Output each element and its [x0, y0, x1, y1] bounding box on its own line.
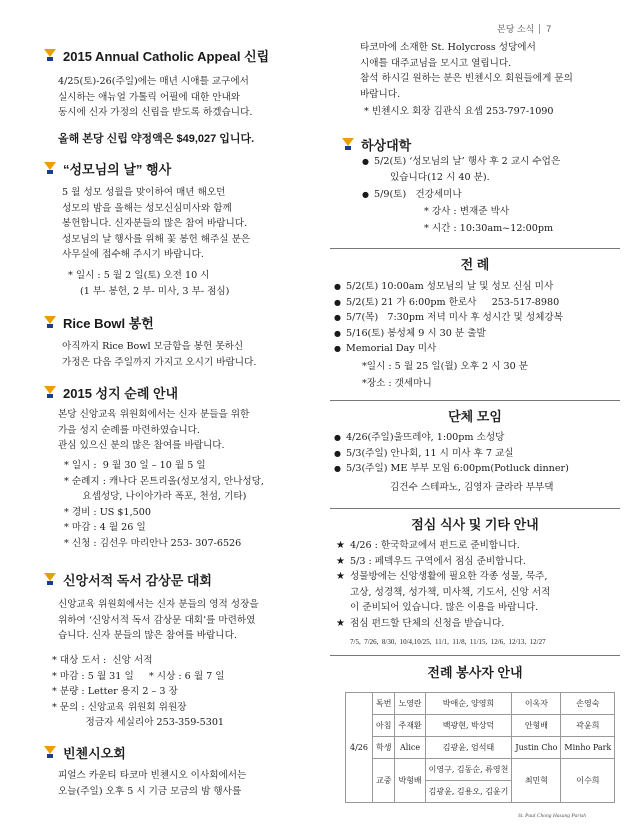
- rice-body: 아직까지 Rice Bowl 모금함을 봉헌 못하신 가정은 다음 주일까지 가지고 오시기 바랍니다.: [62, 341, 257, 368]
- vincent-contact: * 빈첸시오 회장 김관식 요셉 253-797-1090: [364, 106, 554, 117]
- candle-icon: [44, 49, 56, 62]
- group-item: ● 5/3(주일) 안나회, 11 시 미사 후 7 교실: [334, 446, 624, 462]
- pilgrim-title: 2015 성지 순례 안내: [44, 383, 178, 402]
- pilgrim-deadline: * 마감 : 4 월 26 일: [64, 522, 146, 533]
- divider: [330, 655, 620, 656]
- mary-title: “성모님의 날” 행사: [44, 159, 171, 178]
- appeal-target: 올해 본당 신립 약정액은 $49,027 입니다.: [58, 133, 255, 145]
- table-cell: 학생: [373, 737, 395, 759]
- liturgy-item: ● 5/2(토) 10:00am 성모님의 날 및 성모 신심 미사: [334, 279, 624, 295]
- group-item: ● 4/26(주일)울뜨레야, 1:00pm 소성당: [334, 430, 624, 446]
- candle-icon: [44, 386, 56, 399]
- reading-contact-cont: 정금자 세실리아 253-359-5301: [52, 717, 225, 728]
- table-cell: 교중: [373, 759, 395, 803]
- pilgrim-place: * 순례지 : 캐나다 몬트리올(성모성지, 안나성당,: [64, 475, 264, 487]
- reading-details: [52, 653, 314, 731]
- table-cell: 노영란: [395, 693, 425, 715]
- univ-list: [362, 154, 622, 170]
- pilgrim-details: [64, 458, 324, 551]
- univ-lecturer: * 강사 : 변재준 박사: [424, 206, 510, 217]
- table-cell: Justin Cho: [512, 737, 561, 759]
- mary-section: [44, 159, 171, 178]
- liturgy-item: ● 5/2(토) 21 가 6:00pm 한로사 253-517-8980: [334, 295, 624, 311]
- table-cell: 아침: [373, 715, 395, 737]
- lunch-title: 점심 식사 및 기타 안내: [411, 517, 539, 532]
- lunch-list: [336, 538, 626, 631]
- appeal-body: 4/25(토)-26(주일)에는 매년 시애틀 교구에서 실시하는 애뉴얼 가톨릭 어필에 대한 안내와 동시에 신자 가정의 신립을 받도록 하겠습니다.: [58, 76, 253, 118]
- univ-title: 하상대학: [342, 135, 411, 154]
- table-cell: 이옥자: [512, 693, 561, 715]
- reading-contact: * 문의 : 신앙교육 위원회 위원장: [52, 701, 187, 713]
- volunteers-table: [345, 692, 615, 803]
- reading-deadline: * 마감 : 5 월 31 일 * 시상 : 6 월 7 일: [52, 670, 225, 682]
- rice-section: [44, 313, 154, 332]
- lunch-item: ★ 4/26 : 한국학교에서 펀드로 준비합니다.: [336, 538, 626, 554]
- header-section: 본당 소식: [497, 24, 535, 34]
- table-cell: 이수희: [561, 759, 615, 803]
- memorial-date: *일시 : 5 월 25 일(월) 오후 2 시 30 분: [362, 361, 529, 372]
- divider: [330, 508, 620, 509]
- table-cell: 손영숙: [561, 693, 615, 715]
- table-cell: Alice: [395, 737, 425, 759]
- univ-item-1-cont: 있습니다(12 시 40 분).: [390, 172, 490, 183]
- lunch-item: ★ 5/3 : 페덱우드 구역에서 점심 준비합니다.: [336, 554, 626, 570]
- pilgrim-section: [44, 383, 178, 402]
- groups-list: [334, 430, 624, 477]
- liturgy-title: 전 례: [460, 257, 490, 272]
- group-hosts: 김건수 스테파노, 김영자 글라라 부부댁: [390, 482, 554, 493]
- groups-title: 단체 모임: [448, 409, 502, 424]
- table-row: [346, 715, 615, 737]
- vincent-title: 빈첸시오회: [44, 743, 126, 762]
- vincent-body: 피얼스 카운티 타코마 빈첸시오 이사회에서는 오늘(주일) 오후 5 시 기금 모금의 밤 행사를: [58, 770, 247, 797]
- lunch-item: ★ 성물방에는 신앙생활에 필요한 각종 성물, 묵주, 고상, 성경책, 성가책, 미사책, 기도서, 신앙 서적 이 준비되어 있습니다. 많은 이용을 바랍니다.: [336, 569, 626, 616]
- table-cell: 4/26: [346, 693, 373, 803]
- liturgy-list: [334, 279, 624, 357]
- vincent-continued: 타코마에 소재한 St. Holycross 성당에서 시애틀 대주교님을 모시고 열립니다. 참석 하시길 원하는 분은 빈첸시오 회원들에게 문의 바랍니다.: [360, 42, 573, 100]
- table-cell: Minho Park: [561, 737, 615, 759]
- table-row: [346, 737, 615, 759]
- candle-icon: [342, 138, 354, 151]
- group-item: ● 5/3(주일) ME 부부 모임 6:00pm(Potluck dinner): [334, 461, 624, 477]
- divider: [330, 248, 620, 249]
- candle-icon: [44, 746, 56, 759]
- reading-body: 신앙교육 위원회에서는 신자 분들의 영적 성장을 위하여 ‘신앙서적 독서 감상문 대회’를 마련하였 습니다. 신자 분들의 많은 참여를 바랍니다.: [58, 599, 259, 641]
- univ-time: * 시간 : 10:30am~12:00pm: [424, 223, 554, 234]
- page-number: 7: [539, 24, 551, 34]
- table-row: [346, 759, 615, 781]
- table-cell: 김광윤, 엄석태: [425, 737, 512, 759]
- appeal-section: [44, 46, 269, 65]
- table-cell: 이영구, 김동순, 류영천: [425, 759, 512, 781]
- pilgrim-date: * 일시 : 9 월 30 일 – 10 월 5 일: [64, 460, 206, 471]
- candle-icon: [44, 162, 56, 175]
- table-row: [346, 693, 615, 715]
- table-cell: 박애순, 양영희: [425, 693, 512, 715]
- mary-parts: (1 부- 봉헌, 2 부- 미사, 3 부- 점심): [80, 286, 230, 297]
- table-cell: 곽윤희: [561, 715, 615, 737]
- reading-length: * 분량 : Letter 용지 2 – 3 장: [52, 686, 178, 697]
- pilgrim-signup: * 신청 : 김선우 마리안나 253- 307-6526: [64, 537, 242, 549]
- lunch-dates: 7/5, 7/26, 8/30, 10/4,10/25, 11/1, 11/8, 11/15, 12/6, 12/13, 12/27: [350, 638, 546, 646]
- mary-date: * 일시 : 5 월 2 일(토) 오전 10 시: [68, 270, 210, 281]
- reading-section: [44, 570, 212, 589]
- table-cell: 독번: [373, 693, 395, 715]
- memorial-place: *장소 : 갯세마니: [362, 378, 432, 389]
- lunch-item: ★ 점심 펀드할 단체의 신청을 받습니다.: [336, 616, 626, 632]
- volunteers-title: 전례 봉사자 안내: [427, 665, 523, 680]
- divider: [330, 400, 620, 401]
- univ-list-2: [362, 187, 622, 203]
- table-cell: 최민혁: [512, 759, 561, 803]
- table-cell: 김광윤, 김용오, 김윤기: [425, 781, 512, 803]
- liturgy-item: ● 5/7(목) 7:30pm 저녁 미사 후 성시간 및 성체강복: [334, 310, 624, 326]
- table-cell: 백광현, 박상덕: [425, 715, 512, 737]
- liturgy-item: ● 5/16(토) 봉성체 9 시 30 분 출발: [334, 326, 624, 342]
- page-header: [497, 22, 551, 35]
- pilgrim-place-cont: 요셉성당, 나이아가라 폭포, 천섬, 기타): [64, 491, 247, 502]
- appeal-title: 2015 Annual Catholic Appeal 신립: [44, 46, 269, 65]
- candle-icon: [44, 573, 56, 586]
- pilgrim-body: 본당 신앙교육 위원회에서는 신자 분들을 위한 가을 성지 순례를 마련하였습니다. 관심 있으신 분의 많은 참여를 바랍니다.: [58, 409, 250, 451]
- reading-title: 신앙서적 독서 감상문 대회: [44, 570, 212, 589]
- pilgrim-cost: * 경비 : US $1,500: [64, 506, 151, 518]
- univ-item-2: ● 5/9(토) 건강세미나: [362, 187, 622, 203]
- vincent-section: [44, 743, 126, 762]
- candle-icon: [44, 316, 56, 329]
- table-cell: 안형배: [512, 715, 561, 737]
- table-cell: 주재환: [395, 715, 425, 737]
- univ-section: [342, 135, 411, 154]
- volunteers-table-wrap: [345, 692, 615, 803]
- table-cell: 박형배: [395, 759, 425, 803]
- reading-book: * 대상 도서 : 신앙 서적: [52, 655, 153, 666]
- univ-item-1: ● 5/2(토) ‘성모님의 날’ 행사 후 2 교시 수업은: [362, 154, 622, 170]
- mary-body: 5 월 성모 성월을 맞이하여 매년 해오던 성모의 밤을 올해는 성모신심미사와 함께 봉헌합니다. 신자분들의 많은 참여 바랍니다. 성모님의 날 행사를 위해 꽃 봉헌 해주실 분은 사무실에 접수해 주시기 바랍니다.: [62, 187, 251, 260]
- liturgy-item: ● Memorial Day 미사: [334, 341, 624, 357]
- footer: St. Paul Chong Hasang Parish: [518, 813, 586, 819]
- rice-title: Rice Bowl 봉헌: [44, 313, 154, 332]
